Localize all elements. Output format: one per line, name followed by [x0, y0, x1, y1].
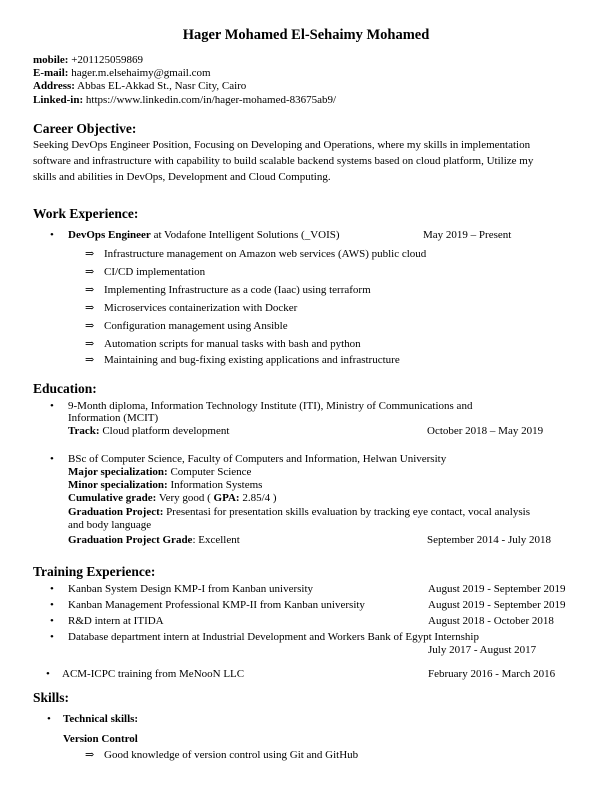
training-date: July 2017 - August 2017 — [428, 644, 537, 656]
edu-bsc-project-grade — [68, 534, 240, 547]
value: 2.85/4 ) — [239, 492, 277, 504]
email-value[interactable]: hager.m.elsehaimy@gmail.com — [71, 67, 211, 79]
arrow-icon: ⇒ — [85, 284, 95, 296]
training-item: Database department intern at Industrial Development and Workers Bank of Egypt Internship — [68, 631, 479, 643]
label: mobile: — [33, 54, 69, 66]
skill-item: Good knowledge of version control using Git and GitHub — [104, 749, 359, 761]
edu-bsc-grade — [68, 492, 277, 505]
bullet-icon: • — [50, 599, 54, 611]
arrow-icon: ⇒ — [85, 266, 95, 278]
value: Presentasi for presentation skills evaluation by tracking eye contact, vocal analysis — [163, 506, 530, 518]
arrow-icon: ⇒ — [85, 302, 95, 314]
training-date: August 2018 - October 2018 — [428, 615, 554, 627]
work-item: Automation scripts for manual tasks with bash and python — [104, 338, 361, 350]
edu-bsc-project-cont: and body language — [68, 519, 152, 531]
edu-iti-track — [68, 425, 229, 438]
bullet-icon: • — [50, 453, 54, 465]
bullet-icon: • — [50, 400, 54, 412]
edu-iti-line: 9-Month diploma, Information Technology Institute (ITI), Ministry of Communications and — [68, 400, 473, 412]
edu-bsc-minor — [68, 479, 262, 492]
address-value: Abbas EL-Akkad St., Nasr City, Cairo — [77, 80, 247, 92]
job-title — [68, 229, 340, 242]
edu-iti-date: October 2018 – May 2019 — [427, 425, 544, 437]
training-date: August 2019 - September 2019 — [428, 599, 566, 611]
label: Linked-in: — [33, 94, 84, 106]
bullet-icon: • — [46, 668, 50, 680]
value: Information Systems — [167, 479, 263, 491]
bullet-icon: • — [50, 583, 54, 595]
label: Track: — [68, 425, 100, 437]
label: Minor specialization: — [68, 479, 168, 491]
objective-line: skills and abilities in DevOps, Development and Cloud Computing. — [33, 171, 331, 183]
role: DevOps Engineer — [68, 229, 151, 241]
arrow-icon: ⇒ — [85, 749, 95, 761]
linkedin-link[interactable]: https://www.linkedin.com/in/hager-mohamed-83675ab9/ — [85, 94, 337, 106]
bullet-icon: • — [50, 631, 54, 643]
value: Computer Science — [167, 466, 252, 478]
section-heading-training: Training Experience: — [33, 564, 156, 579]
contact-email — [33, 67, 211, 80]
training-item: R&D intern at ITIDA — [68, 615, 164, 627]
training-date: August 2019 - September 2019 — [428, 583, 566, 595]
objective-line: Seeking DevOps Engineer Position, Focusing on Developing and Operations, where my skills in implementation — [33, 139, 531, 151]
training-date: February 2016 - March 2016 — [428, 668, 556, 680]
label: Graduation Project Grade — [68, 534, 193, 546]
training-item: ACM-ICPC training from MeNooN LLC — [62, 668, 245, 680]
arrow-icon: ⇒ — [85, 320, 95, 332]
section-heading-skills: Skills: — [33, 690, 70, 705]
edu-bsc-line: BSc of Computer Science, Faculty of Computers and Information, Helwan University — [68, 453, 447, 465]
section-heading-education: Education: — [33, 381, 97, 396]
work-item: Infrastructure management on Amazon web services (AWS) public cloud — [104, 248, 427, 260]
arrow-icon: ⇒ — [85, 248, 95, 260]
bullet-icon: • — [47, 713, 51, 725]
resume-name: Hager Mohamed El-Sehaimy Mohamed — [182, 27, 430, 43]
work-item: CI/CD implementation — [104, 266, 206, 278]
bullet-icon: • — [50, 229, 54, 241]
value: : Excellent — [192, 534, 240, 546]
label: Cumulative grade: — [68, 492, 157, 504]
label: Address: — [33, 80, 75, 92]
work-item: Implementing Infrastructure as a code (Iaac) using terraform — [104, 284, 371, 296]
contact-address — [33, 80, 246, 93]
training-item: Kanban System Design KMP-I from Kanban university — [68, 583, 314, 595]
work-item: Microservices containerization with Docker — [104, 302, 298, 314]
edu-bsc-major — [68, 466, 251, 479]
label: GPA: — [213, 492, 240, 504]
edu-iti-line: Information (MCIT) — [68, 412, 159, 424]
contact-linkedin — [33, 94, 336, 107]
value: Very good ( — [156, 492, 214, 504]
contact-mobile — [33, 54, 143, 67]
edu-bsc-project — [68, 506, 530, 519]
arrow-icon: ⇒ — [85, 338, 95, 350]
training-item: Kanban Management Professional KMP-II from Kanban university — [68, 599, 365, 611]
value: Cloud platform development — [99, 425, 230, 437]
job-date: May 2019 – Present — [423, 229, 512, 241]
edu-bsc-date: September 2014 - July 2018 — [427, 534, 552, 546]
mobile-value: +201125059869 — [71, 54, 143, 66]
label: Graduation Project: — [68, 506, 164, 518]
section-heading-work: Work Experience: — [33, 206, 139, 221]
work-item: Configuration management using Ansible — [104, 320, 288, 332]
company: at Vodafone Intelligent Solutions (_VOIS) — [150, 229, 340, 241]
arrow-icon: ⇒ — [85, 354, 95, 366]
label: E-mail: — [33, 67, 69, 79]
objective-line: software and infrastructure with capability to build scalable backend systems based on cloud platform, Utilize my — [33, 155, 534, 167]
skills-technical: Technical skills: — [63, 713, 139, 725]
work-item: Maintaining and bug-fixing existing applications and infrastructure — [104, 354, 400, 366]
label: Major specialization: — [68, 466, 168, 478]
skills-version-control: Version Control — [63, 733, 138, 745]
bullet-icon: • — [50, 615, 54, 627]
section-heading-objective: Career Objective: — [33, 121, 137, 136]
